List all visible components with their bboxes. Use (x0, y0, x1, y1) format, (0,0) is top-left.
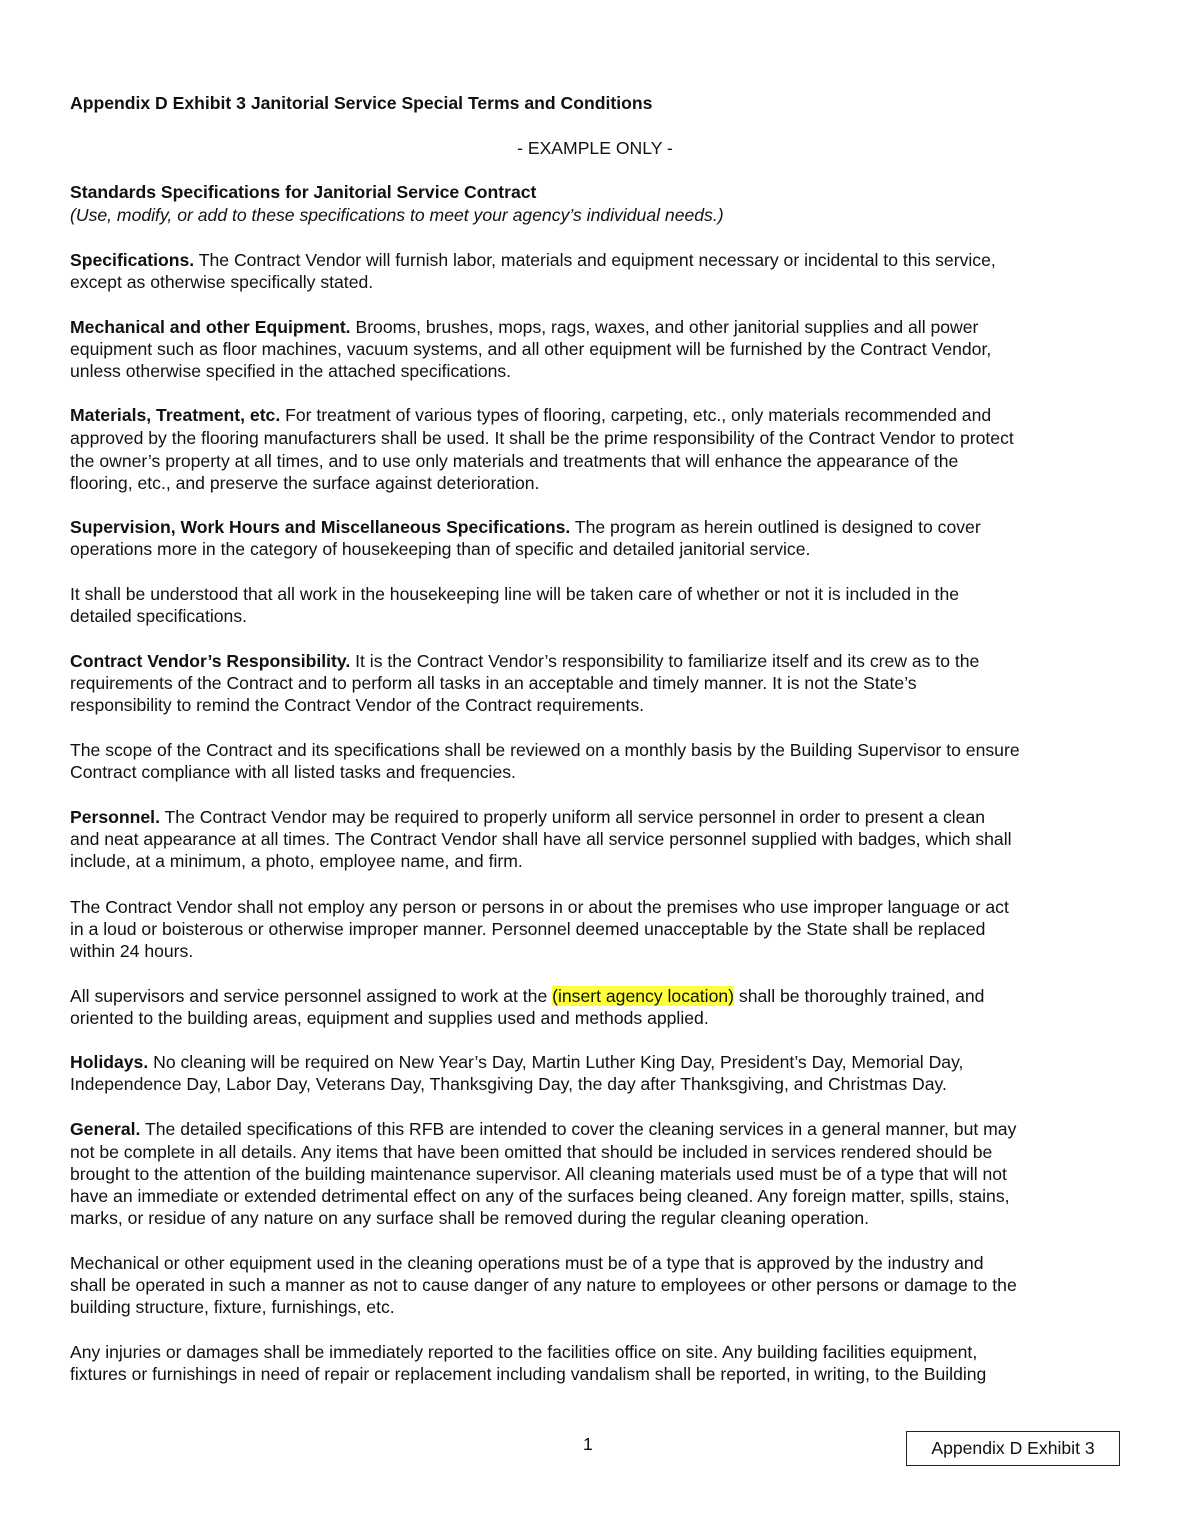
paragraph-text: It is the Contract Vendor’s responsibility to familiarize itself and its crew as to the (350, 651, 980, 671)
document-title: Appendix D Exhibit 3 Janitorial Service Special Terms and Conditions (70, 93, 653, 113)
paragraph-line: The Contract Vendor shall not employ any person or persons in or about the premises who use improper language or act (70, 897, 1009, 917)
standards-heading: Standards Specifications for Janitorial Service Contract (70, 182, 537, 202)
general-paragraph (70, 1118, 1016, 1140)
paragraph-text: The detailed specifications of this RFB are intended to cover the cleaning services in a general manner, but may (140, 1119, 1017, 1139)
paragraph-line: requirements of the Contract and to perform all tasks in an acceptable and timely manner. It is not the State’s (70, 673, 917, 693)
paragraph-line: building structure, fixture, furnishings, etc. (70, 1297, 395, 1317)
paragraph-line: Independence Day, Labor Day, Veterans Day, Thanksgiving Day, the day after Thanksgiving, and Christmas Day. (70, 1074, 947, 1094)
mechanical-paragraph (70, 316, 978, 338)
materials-heading: Materials, Treatment, etc. (70, 405, 281, 425)
paragraph-line: shall be operated in such a manner as not to cause danger of any nature to employees or other persons or damage to the (70, 1275, 1017, 1295)
paragraph-line: operations more in the category of housekeeping than of specific and detailed janitorial service. (70, 539, 811, 559)
paragraph-line: oriented to the building areas, equipment and supplies used and methods applied. (70, 1008, 709, 1028)
paragraph-line: Mechanical or other equipment used in the cleaning operations must be of a type that is approved by the industry and (70, 1253, 984, 1273)
supervision-heading: Supervision, Work Hours and Miscellaneous Specifications. (70, 517, 571, 537)
specifications-paragraph (70, 249, 996, 271)
paragraph-line: have an immediate or extended detrimental effect on any of the surfaces being cleaned. Any foreign matter, spills, stains, (70, 1186, 1010, 1206)
paragraph-text: For treatment of various types of flooring, carpeting, etc., only materials recommended and (280, 405, 992, 425)
paragraph-line: detailed specifications. (70, 606, 248, 626)
personnel-paragraph (70, 806, 985, 828)
supervision-paragraph (70, 516, 981, 538)
standards-note: (Use, modify, or add to these specifications to meet your agency’s individual needs.) (70, 205, 724, 225)
paragraph-text: All supervisors and service personnel assigned to work at the (70, 986, 553, 1006)
paragraph-line: It shall be understood that all work in the housekeeping line will be taken care of whether or not it is included in the (70, 584, 960, 604)
paragraph-line: Contract compliance with all listed tasks and frequencies. (70, 762, 516, 782)
paragraph-line: approved by the flooring manufacturers shall be used. It shall be the prime responsibility of the Contract Vendor to protect (70, 428, 1014, 448)
paragraph-line: within 24 hours. (70, 941, 194, 961)
paragraph-text: Brooms, brushes, mops, rags, waxes, and other janitorial supplies and all power (350, 317, 979, 337)
paragraph-text: shall be thoroughly trained, and (734, 986, 985, 1006)
responsibility-heading: Contract Vendor’s Responsibility. (70, 651, 351, 671)
paragraph-line: equipment such as floor machines, vacuum systems, and all other equipment will be furnished by the Contract Vendor, (70, 339, 992, 359)
agency-location-paragraph (70, 985, 984, 1007)
general-heading: General. (70, 1119, 141, 1139)
agency-location-highlight: (insert agency location) (552, 986, 735, 1006)
paragraph-text: The program as herein outlined is designed to cover (570, 517, 981, 537)
paragraph-line: and neat appearance at all times. The Contract Vendor shall have all service personnel supplied with badges, which shall (70, 829, 1012, 849)
mechanical-heading: Mechanical and other Equipment. (70, 317, 351, 337)
paragraph-line: marks, or residue of any nature on any surface shall be removed during the regular cleaning operation. (70, 1208, 870, 1228)
page-number: 1 (583, 1434, 593, 1454)
paragraph-line: The scope of the Contract and its specifications shall be reviewed on a monthly basis by the Building Supervisor to ensure (70, 740, 1020, 760)
paragraph-line: not be complete in all details. Any items that have been omitted that should be included in services rendered should be (70, 1142, 993, 1162)
paragraph-line: except as otherwise specifically stated. (70, 272, 374, 292)
specifications-heading: Specifications. (70, 250, 195, 270)
paragraph-text: The Contract Vendor may be required to properly uniform all service personnel in order to present a clean (159, 807, 986, 827)
paragraph-line: brought to the attention of the building maintenance supervisor. All cleaning materials used must be of a type that will not (70, 1164, 1007, 1184)
paragraph-line: responsibility to remind the Contract Vendor of the Contract requirements. (70, 695, 645, 715)
materials-paragraph (70, 404, 991, 426)
paragraph-line: flooring, etc., and preserve the surface against deterioration. (70, 473, 540, 493)
responsibility-paragraph (70, 650, 979, 672)
example-only-label: - EXAMPLE ONLY - (517, 138, 673, 158)
paragraph-line: unless otherwise specified in the attached specifications. (70, 361, 512, 381)
paragraph-line: Any injuries or damages shall be immediately reported to the facilities office on site. Any building facilities equipment, (70, 1342, 978, 1362)
holidays-paragraph (70, 1051, 963, 1073)
paragraph-line: include, at a minimum, a photo, employee name, and firm. (70, 851, 523, 871)
paragraph-line: the owner’s property at all times, and to use only materials and treatments that will enhance the appearance of the (70, 451, 959, 471)
paragraph-line: fixtures or furnishings in need of repair or replacement including vandalism shall be reported, in writing, to the Building (70, 1364, 987, 1384)
holidays-heading: Holidays. (70, 1052, 149, 1072)
paragraph-line: in a loud or boisterous or otherwise improper manner. Personnel deemed unacceptable by the State shall be replaced (70, 919, 986, 939)
paragraph-text: No cleaning will be required on New Year’s Day, Martin Luther King Day, President’s Day, Memorial Day, (148, 1052, 964, 1072)
paragraph-text: The Contract Vendor will furnish labor, materials and equipment necessary or incidental to this service, (194, 250, 996, 270)
personnel-heading: Personnel. (70, 807, 160, 827)
appendix-footer-label: Appendix D Exhibit 3 (906, 1431, 1120, 1466)
